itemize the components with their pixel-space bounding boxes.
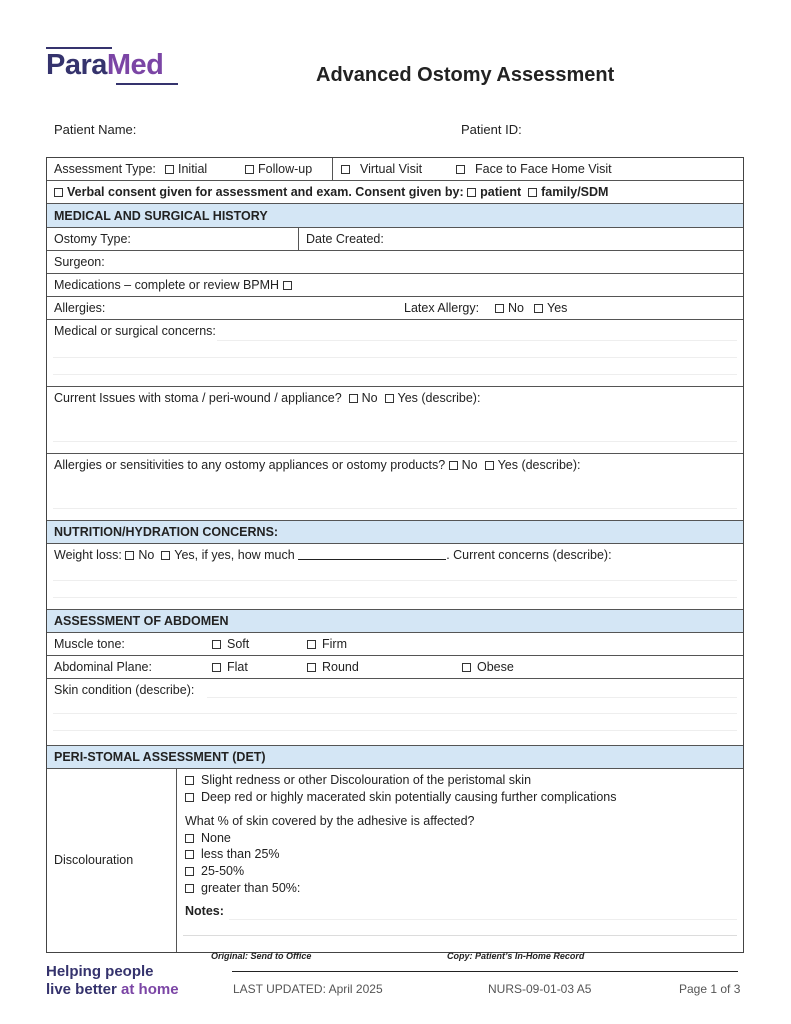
tagline-accent: at home [121, 981, 179, 998]
footer-copy-note: Copy: Patient’s In-Home Record [447, 951, 585, 961]
last-updated: LAST UPDATED: April 2025 [233, 982, 383, 996]
checkbox-icon[interactable] [185, 834, 194, 843]
writing-line [53, 713, 737, 714]
writing-line [53, 580, 737, 581]
divider [176, 769, 177, 952]
consent-patient-label: patient [480, 185, 522, 199]
assessment-form [46, 157, 744, 953]
current-issues-row [47, 387, 743, 454]
option-slight-redness[interactable]: Slight redness or other Discolouration of the peristomal skin [185, 773, 531, 787]
tagline [46, 963, 179, 999]
concerns-label: Medical or surgical concerns: [54, 324, 216, 338]
option-face-to-face[interactable]: Face to Face Home Visit [456, 162, 612, 176]
ostomy-row [47, 228, 743, 251]
logo-para: Para [46, 49, 107, 81]
assessment-type-label: Assessment Type: [54, 162, 156, 176]
issues-yes-label: Yes (describe): [397, 391, 481, 405]
ostomy-type-label: Ostomy Type: [54, 232, 131, 246]
tagline-line1: Helping people [46, 963, 154, 980]
issues-no-checkbox[interactable] [349, 394, 358, 403]
writing-line [207, 697, 737, 698]
patient-name-label: Patient Name: [54, 122, 137, 137]
option-virtual-visit[interactable]: Virtual Visit [341, 162, 422, 176]
skin-condition-row [47, 679, 743, 746]
abdominal-plane-label: Abdominal Plane: [54, 660, 152, 674]
tagline-part: live better [46, 981, 122, 998]
section-header-text: NUTRITION/HYDRATION CONCERNS: [54, 525, 279, 539]
abdominal-plane-row [47, 656, 743, 679]
section-header-medical [47, 204, 743, 228]
assessment-type-row [47, 158, 743, 181]
bpmh-checkbox[interactable] [283, 281, 292, 290]
muscle-tone-row [47, 633, 743, 656]
percent-25-50[interactable]: 25-50% [185, 864, 244, 878]
latex-yes[interactable]: Yes [534, 301, 567, 315]
page-title: Advanced Ostomy Assessment [316, 64, 615, 86]
form-code: NURS-09-01-03 A5 [488, 982, 592, 996]
checkbox-icon[interactable] [185, 884, 194, 893]
issues-yes-checkbox[interactable] [385, 394, 394, 403]
writing-line [183, 935, 737, 936]
weight-loss-row [47, 544, 743, 610]
checkbox-icon[interactable] [307, 663, 316, 672]
logo-bottom-bar [116, 83, 178, 85]
muscle-tone-label: Muscle tone: [54, 637, 125, 651]
checkbox-icon[interactable] [307, 640, 316, 649]
section-header-text: PERI-STOMAL ASSESSMENT (DET) [54, 750, 266, 764]
checkbox-icon[interactable] [456, 165, 465, 174]
muscle-soft[interactable]: Soft [212, 637, 249, 651]
checkbox-icon[interactable] [495, 304, 504, 313]
option-initial[interactable]: Initial [165, 162, 207, 176]
page-number: Page 1 of 3 [679, 982, 741, 996]
checkbox-icon[interactable] [185, 793, 194, 802]
consent-text: Verbal consent given for assessment and exam. Consent given by: [67, 185, 464, 199]
discolouration-label: Discolouration [54, 853, 134, 867]
writing-line [53, 357, 737, 358]
checkbox-patient[interactable] [467, 188, 476, 197]
weight-yes-label: Yes, if yes, how much [174, 548, 295, 562]
concerns-row [47, 320, 743, 387]
discolouration-row [47, 769, 743, 952]
section-header-abdomen [47, 610, 743, 633]
appliance-allergies-label: Allergies or sensitivities to any ostomy appliances or ostomy products? [54, 458, 446, 472]
surgeon-row [47, 251, 743, 274]
current-concerns-label: . Current concerns (describe): [446, 548, 612, 562]
tagline-line2 [46, 981, 179, 999]
checkbox-icon[interactable] [185, 776, 194, 785]
checkbox-icon[interactable] [212, 663, 221, 672]
weight-yes-checkbox[interactable] [161, 551, 170, 560]
allergies-row [47, 297, 743, 320]
current-issues-label: Current Issues with stoma / peri-wound / appliance? [54, 391, 342, 405]
section-header-text: MEDICAL AND SURGICAL HISTORY [54, 209, 268, 223]
writing-line [53, 441, 737, 442]
appliance-no-label: No [461, 458, 478, 472]
surgeon-label: Surgeon: [54, 255, 105, 269]
consent-family-label: family/SDM [541, 185, 609, 199]
checkbox-icon[interactable] [462, 663, 471, 672]
consent-checkbox[interactable] [54, 188, 63, 197]
allergies-label: Allergies: [54, 301, 106, 315]
logo-wordmark [46, 49, 163, 81]
checkbox-icon[interactable] [534, 304, 543, 313]
weight-no-label: No [138, 548, 155, 562]
latex-no[interactable]: No [495, 301, 524, 315]
checkbox-family[interactable] [528, 188, 537, 197]
weight-loss-label: Weight loss: [54, 548, 122, 562]
weight-no-checkbox[interactable] [125, 551, 134, 560]
appliance-allergies-row [47, 454, 743, 521]
skin-condition-label: Skin condition (describe): [54, 683, 195, 697]
weight-amount-field[interactable] [298, 548, 446, 560]
checkbox-icon[interactable] [212, 640, 221, 649]
latex-allergy-label: Latex Allergy: [404, 301, 480, 315]
plane-flat[interactable]: Flat [212, 660, 248, 674]
footer-rule [232, 971, 738, 972]
plane-round[interactable]: Round [307, 660, 359, 674]
option-deep-red[interactable]: Deep red or highly macerated skin potentially causing further complications [185, 790, 617, 804]
plane-obese[interactable]: Obese [462, 660, 514, 674]
writing-line [53, 597, 737, 598]
date-created-label: Date Created: [306, 232, 384, 246]
writing-line [229, 919, 737, 920]
notes-label: Notes: [185, 904, 224, 918]
writing-line [217, 340, 737, 341]
section-header-nutrition [47, 521, 743, 544]
percent-question: What % of skin covered by the adhesive is affected? [185, 814, 475, 828]
appliance-yes-checkbox[interactable] [485, 461, 494, 470]
paramed-logo [46, 44, 180, 88]
section-header-peristomal [47, 746, 743, 769]
logo-med: Med [106, 49, 164, 81]
checkbox-icon[interactable] [245, 165, 254, 174]
divider [298, 228, 299, 250]
checkbox-icon[interactable] [185, 867, 194, 876]
percent-less-25[interactable]: less than 25% [185, 847, 280, 861]
footer-original-note: Original: Send to Office [211, 951, 312, 961]
muscle-firm[interactable]: Firm [307, 637, 347, 651]
patient-id-label: Patient ID: [461, 122, 522, 137]
checkbox-icon[interactable] [165, 165, 174, 174]
writing-line [53, 508, 737, 509]
percent-none[interactable]: None [185, 831, 231, 845]
writing-line [53, 374, 737, 375]
medications-row [47, 274, 743, 297]
checkbox-icon[interactable] [341, 165, 350, 174]
option-follow-up[interactable]: Follow-up [245, 162, 312, 176]
appliance-no-checkbox[interactable] [449, 461, 458, 470]
section-header-text: ASSESSMENT OF ABDOMEN [54, 614, 229, 628]
percent-greater-50[interactable]: greater than 50%: [185, 881, 300, 895]
appliance-yes-label: Yes (describe): [497, 458, 581, 472]
medications-label: Medications – complete or review BPMH [54, 278, 280, 292]
writing-line [53, 730, 737, 731]
issues-no-label: No [361, 391, 378, 405]
checkbox-icon[interactable] [185, 850, 194, 859]
consent-row [47, 181, 743, 204]
divider [332, 158, 333, 180]
